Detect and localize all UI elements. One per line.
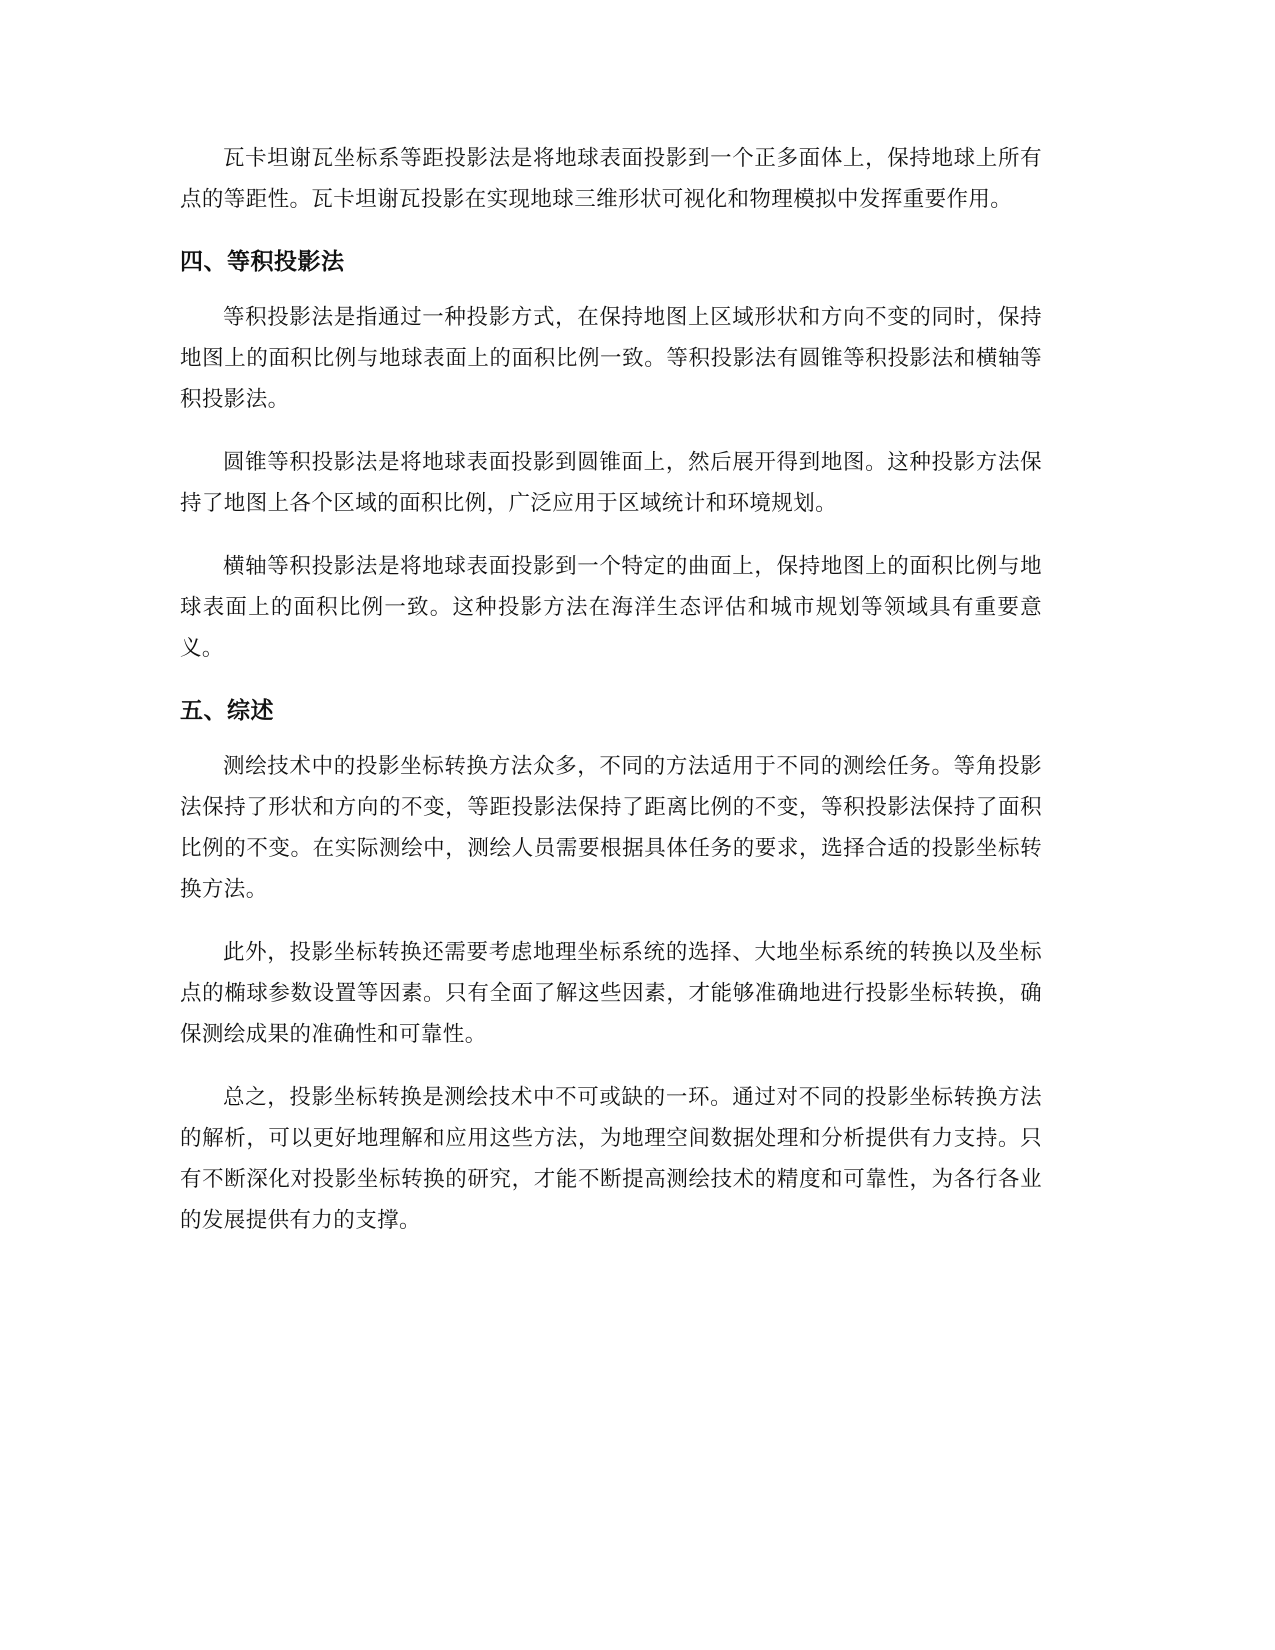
paragraph-transverse-equal-area: 横轴等积投影法是将地球表面投影到一个特定的曲面上，保持地图上的面积比例与地球表面上的面积比例一致。这种投影方法在海洋生态评估和城市规划等领域具有重要意义。 xyxy=(180,554,1042,661)
paragraph-conic-equal-area: 圆锥等积投影法是将地球表面投影到圆锥面上，然后展开得到地图。这种投影方法保持了地图上各个区域的面积比例，广泛应用于区域统计和环境规划。 xyxy=(180,450,1042,516)
section-heading-equal-area: 四、等积投影法 xyxy=(180,249,345,275)
document-page xyxy=(180,138,1042,1263)
paragraph-summary-factors: 此外，投影坐标转换还需要考虑地理坐标系统的选择、大地坐标系统的转换以及坐标点的椭球参数设置等因素。只有全面了解这些因素，才能够准确地进行投影坐标转换，确保测绘成果的准确性和可靠性。 xyxy=(180,940,1042,1047)
paragraph-summary-methods: 测绘技术中的投影坐标转换方法众多，不同的方法适用于不同的测绘任务。等角投影法保持了形状和方向的不变，等距投影法保持了距离比例的不变，等积投影法保持了面积比例的不变。在实际测绘中，测绘人员需要根据具体任务的要求，选择合适的投影坐标转换方法。 xyxy=(180,754,1042,902)
paragraph-equal-area-intro: 等积投影法是指通过一种投影方式，在保持地图上区域形状和方向不变的同时，保持地图上的面积比例与地球表面上的面积比例一致。等积投影法有圆锥等积投影法和横轴等积投影法。 xyxy=(180,305,1042,412)
paragraph-summary-conclusion: 总之，投影坐标转换是测绘技术中不可或缺的一环。通过对不同的投影坐标转换方法的解析，可以更好地理解和应用这些方法，为地理空间数据处理和分析提供有力支持。只有不断深化对投影坐标转换的研究，才能不断提高测绘技术的精度和可靠性，为各行各业的发展提供有力的支撑。 xyxy=(180,1085,1042,1233)
paragraph-equidistant-projection: 瓦卡坦谢瓦坐标系等距投影法是将地球表面投影到一个正多面体上，保持地球上所有点的等距性。瓦卡坦谢瓦投影在实现地球三维形状可视化和物理模拟中发挥重要作用。 xyxy=(180,146,1042,212)
section-heading-summary: 五、综述 xyxy=(180,698,274,724)
